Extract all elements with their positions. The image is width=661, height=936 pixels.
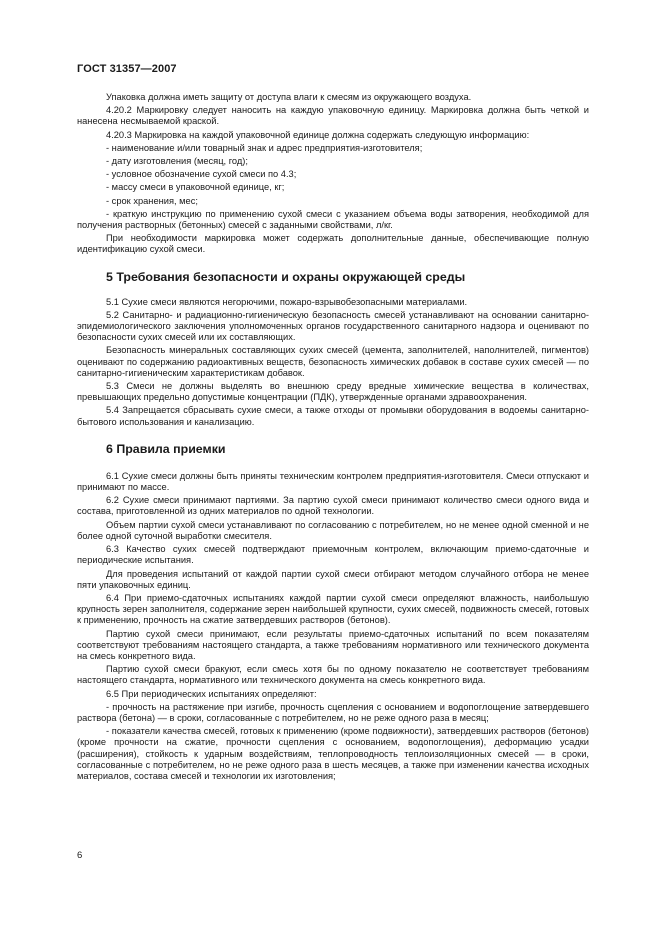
document-header: ГОСТ 31357—2007 xyxy=(77,63,177,75)
page-number: 6 xyxy=(77,850,83,861)
section-heading-5: 5 Требования безопасности и охраны окружающей среды xyxy=(106,269,466,284)
paragraph: 5.4 Запрещается сбрасывать сухие смеси, а также отходы от промывки оборудования в водоемы санитарно-бытового использования и канализацию. xyxy=(77,405,589,427)
paragraph: Безопасность минеральных составляющих сухих смесей (цемента, заполнителей, наполнителей, пигментов) оценивают по содержанию радиоактивных веществ, безопасность химических добавок в составе сухих смесей — по санитарно-гигиеническим характеристикам добавок. xyxy=(77,345,589,378)
paragraph: Партию сухой смеси бракуют, если смесь хотя бы по одному показателю не соответствует требованиям настоящего стандарта, нормативного или технического документа на смесь конкретного вида. xyxy=(77,664,589,686)
section-heading-6: 6 Правила приемки xyxy=(106,441,226,456)
list-item: - срок хранения, мес; xyxy=(106,195,198,206)
paragraph: 4.20.2 Маркировку следует наносить на каждую упаковочную единицу. Маркировка должна быть четкой и нанесена несмываемой краской. xyxy=(77,105,589,127)
paragraph: 5.2 Санитарно- и радиационно-гигиеническую безопасность смесей устанавливают на основании санитарно-эпидемиологического заключения уполномоченных органов государственного санитарного надзора и оценивают по безопасности сухих смесей или их составляющих. xyxy=(77,309,589,343)
list-item: - дату изготовления (месяц, год); xyxy=(106,156,248,167)
list-item: - условное обозначение сухой смеси по 4.3; xyxy=(106,169,297,180)
list-item: - прочность на растяжение при изгибе, прочность сцепления с основанием и водопоглощение затвердевшего раствора (бетона) — в сроки, согласованные с потребителем, но не реже одного раза в месяц; xyxy=(77,701,589,723)
document-body xyxy=(77,92,589,784)
paragraph: 6.4 При приемо-сдаточных испытаниях каждой партии сухой смеси определяют влажность, наибольшую крупность зерен заполнителя, содержание зерен наибольшей крупности, сухих смесей, подвижность смесей, готовых к применению, прочность на сжатие затвердевших растворов (бетонов). xyxy=(77,592,589,626)
list-item: - массу смеси в упаковочной единице, кг; xyxy=(106,182,285,193)
paragraph: Для проведения испытаний от каждой партии сухой смеси отбирают методом случайного отбора не менее пяти упаковочных единиц. xyxy=(77,568,589,590)
list-item: - наименование и/или товарный знак и адрес предприятия-изготовителя; xyxy=(106,142,423,153)
paragraph: 6.2 Сухие смеси принимают партиями. За партию сухой смеси принимают количество смеси одного вида и состава, приготовленной из одних материалов по одной технологии. xyxy=(77,495,589,517)
paragraph: Объем партии сухой смеси устанавливают по согласованию с потребителем, но не менее одной сменной и не более одной суточной выработки смесителя. xyxy=(77,519,589,541)
paragraph: 4.20.3 Маркировка на каждой упаковочной единице должна содержать следующую информацию: xyxy=(106,129,530,140)
paragraph: 6.1 Сухие смеси должны быть приняты техническим контролем предприятия-изготовителя. Смеси отпускают и принимают по массе. xyxy=(77,470,589,493)
paragraph: При необходимости маркировка может содержать дополнительные данные, обеспечивающие полную идентификацию сухой смеси. xyxy=(77,233,589,255)
paragraph: Партию сухой смеси принимают, если результаты приемо-сдаточных испытаний по всем показателям соответствуют требованиям настоящего стандарта, а также требованиям нормативного или технического документа на смесь конкретного вида. xyxy=(77,628,589,661)
list-item: - показатели качества смесей, готовых к применению (кроме подвижности), затвердевших растворов (бетонов) (кроме прочности на сжатие, прочности сцепления с основанием, водопоглощения), деформацию усадки (расширения), стойкость к ударным воздействиям, теплопроводность теплоизоляционных смесей — в сроки, согласованные с потребителем, но не реже одного раза в шесть месяцев, а также при изменении качества исходных материалов, состава смесей и технологии их изготовления; xyxy=(77,726,589,781)
paragraph: 6.5 При периодических испытаниях определяют: xyxy=(106,688,317,699)
paragraph: 6.3 Качество сухих смесей подтверждают приемочным контролем, включающим приемо-сдаточные и периодические испытания. xyxy=(77,544,589,566)
list-item: - краткую инструкцию по применению сухой смеси с указанием объема воды затворения, необходимой для получения растворных (бетонных) смесей с заданными свойствами, л/кг. xyxy=(77,208,589,231)
paragraph: 5.1 Сухие смеси являются негорючими, пожаро-взрывобезопасными материалами. xyxy=(106,296,468,307)
paragraph: 5.3 Смеси не должны выделять во внешнюю среду вредные химические вещества в количествах, превышающих предельно допустимые концентрации (ПДК), утвержденные органами здравоохранения. xyxy=(77,381,589,403)
paragraph: Упаковка должна иметь защиту от доступа влаги к смесям из окружающего воздуха. xyxy=(106,92,472,102)
